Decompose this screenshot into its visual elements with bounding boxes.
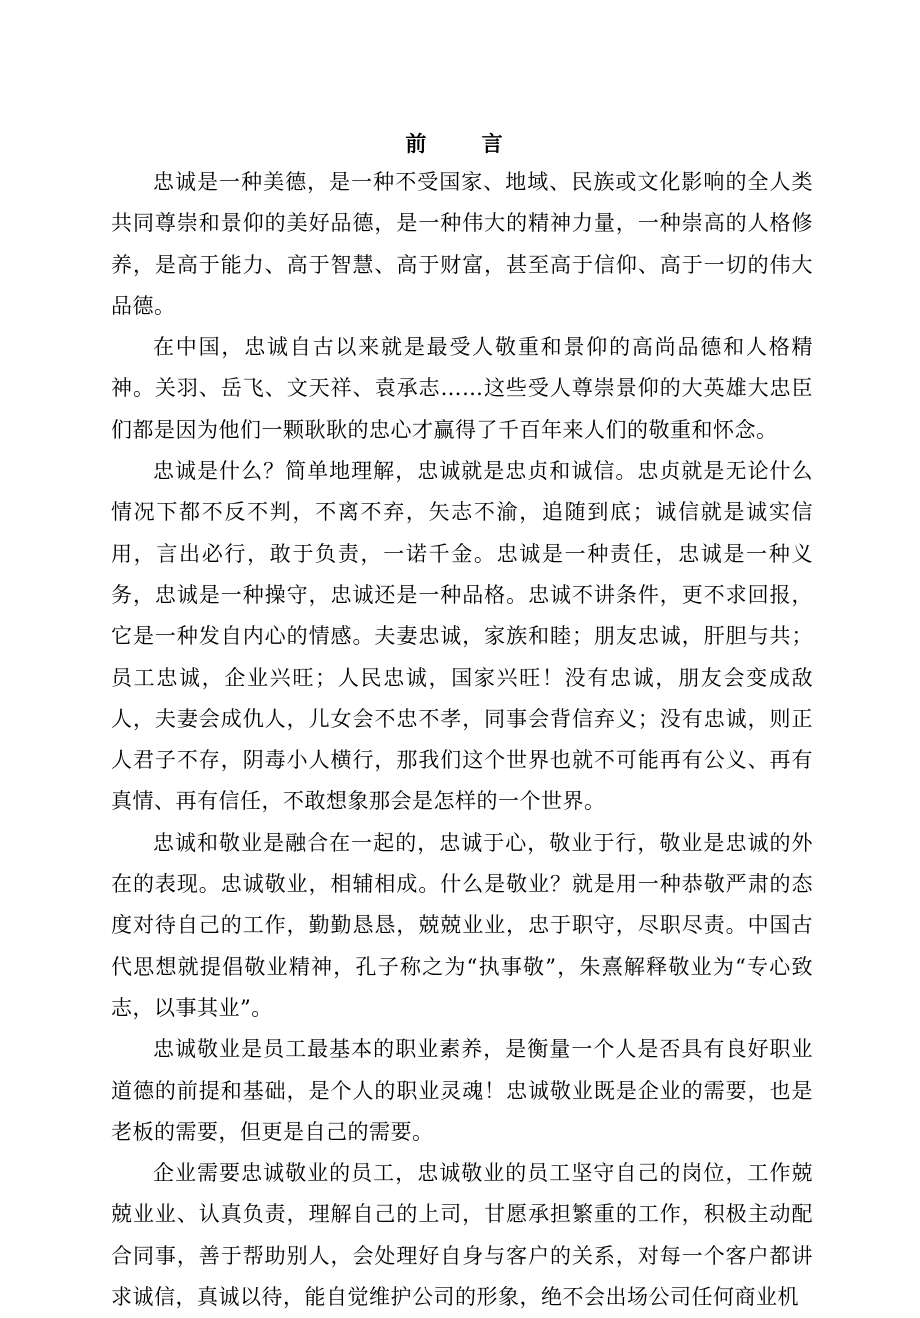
paragraph: 企业需要忠诚敬业的员工，忠诚敬业的员工坚守自己的岗位，工作兢兢业业、认真负责，理解自己的上司，甘愿承担繁重的工作，积极主动配合同事，善于帮助别人，会处理好自身与客户的关系，对每一个客户都讲求诚信，真诚以待，能自觉维护公司的形象，绝不会出场公司任何商业机 — [111, 1161, 813, 1310]
paragraph: 忠诚和敬业是融合在一起的，忠诚于心，敬业于行，敬业是忠诚的外在的表现。忠诚敬业，相辅相成。什么是敬业？就是用一种恭敬严肃的态度对待自己的工作，勤勤恳恳，兢兢业业，忠于职守，尽职尽责。中国古代思想就提倡敬业精神，孔子称之为“执事敬”，朱熹解释敬业为“专心致志，以事其业”。 — [111, 830, 813, 1020]
document-body — [111, 162, 813, 1318]
paragraph: 在中国，忠诚自古以来就是最受人敬重和景仰的高尚品德和人格精神。关羽、岳飞、文天祥、袁承志……这些受人尊崇景仰的大英雄大忠臣们都是因为他们一颗耿耿的忠心才赢得了千百年来人们的敬重和怀念。 — [111, 335, 813, 442]
paragraph: 忠诚是什么？简单地理解，忠诚就是忠贞和诚信。忠贞就是无论什么情况下都不反不判，不离不弃，矢志不渝，追随到底；诚信就是诚实信用，言出必行，敢于负责，一诺千金。忠诚是一种责任，忠诚是一种义务，忠诚是一种操守，忠诚还是一种品格。忠诚不讲条件，更不求回报，它是一种发自内心的情感。夫妻忠诚，家族和睦；朋友忠诚，肝胆与共；员工忠诚，企业兴旺；人民忠诚，国家兴旺！没有忠诚，朋友会变成敌人，夫妻会成仇人，儿女会不忠不孝，同事会背信弃义；没有忠诚，则正人君子不存，阴毒小人横行，那我们这个世界也就不可能再有公义、再有真情、再有信任，不敢想象那会是怎样的一个世界。 — [111, 459, 813, 814]
paragraph: 忠诚敬业是员工最基本的职业素养，是衡量一个人是否具有良好职业道德的前提和基础，是个人的职业灵魂！忠诚敬业既是企业的需要，也是老板的需要，但更是自己的需要。 — [111, 1037, 813, 1144]
paragraph: 忠诚是一种美德，是一种不受国家、地域、民族或文化影响的全人类共同尊崇和景仰的美好品德，是一种伟大的精神力量，一种崇高的人格修养，是高于能力、高于智慧、高于财富，甚至高于信仰、高于一切的伟大品德。 — [111, 170, 813, 318]
page-title: 前 言 — [405, 131, 527, 156]
